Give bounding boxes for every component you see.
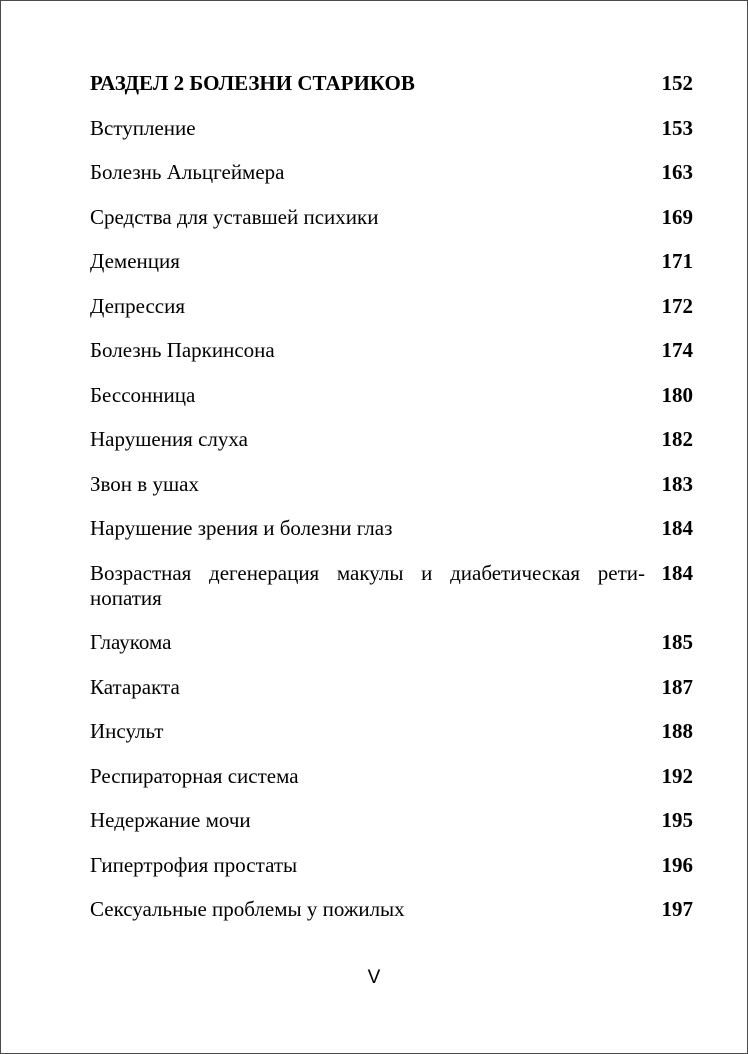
toc-entry [90, 675, 693, 700]
toc-entry [90, 897, 693, 922]
toc-entry-page: 182 [661, 427, 693, 451]
toc-entry [90, 427, 693, 452]
toc-entry [90, 383, 693, 408]
toc-entry-page: 169 [661, 204, 693, 229]
toc-entry-page: 197 [661, 897, 693, 921]
toc-entry-page: 172 [661, 293, 693, 318]
toc-entry [90, 853, 693, 878]
toc-entry [90, 630, 693, 655]
toc-entry-title: Средства для уставшей психики [90, 204, 379, 229]
toc-entry-page: 171 [661, 249, 693, 273]
toc-entry [90, 472, 693, 497]
toc-entry-page: 153 [661, 115, 693, 140]
toc-entry [90, 808, 693, 833]
toc-entry-multiline [90, 561, 693, 611]
toc-section-title: РАЗДЕЛ 2 БОЛЕЗНИ СТАРИКОВ [90, 71, 415, 95]
page-number-folio: V [367, 967, 381, 988]
toc-section-page: 152 [661, 71, 693, 95]
toc-entry-title: Деменция [90, 249, 180, 273]
toc-entry [90, 764, 693, 789]
toc-entry [90, 249, 693, 274]
toc-entry-page: 185 [661, 630, 693, 654]
toc-entry [90, 205, 693, 230]
toc-entry-title: Звон в ушах [90, 471, 199, 496]
toc-entry-page: 196 [661, 852, 693, 877]
toc-entry-page: 195 [661, 808, 693, 832]
toc-entry-page: 187 [661, 674, 693, 699]
toc-entry-title: Катаракта [90, 674, 180, 699]
toc-entry-page: 183 [661, 471, 693, 496]
toc-section-heading [90, 71, 693, 96]
toc-entry [90, 338, 693, 363]
toc-entry-page: 174 [661, 338, 693, 362]
toc-entry-page: 163 [661, 160, 693, 184]
toc-entry-page: 192 [661, 763, 693, 788]
toc-entry-page: 184 [661, 560, 693, 585]
toc-entry [90, 160, 693, 185]
toc-entry-title: Депрессия [90, 293, 186, 318]
toc-entry-title: Болезнь Альцгеймера [90, 160, 285, 184]
toc-entry [90, 719, 693, 744]
toc-entry-title: Нарушение зрения и болезни глаз [90, 516, 393, 540]
toc-entry-title: Нарушения слуха [90, 427, 248, 451]
toc-entry-page: 184 [661, 516, 693, 540]
toc-entry-title: Глаукома [90, 630, 172, 654]
toc-entry [90, 116, 693, 141]
toc-entry-title: Респираторная система [90, 763, 299, 788]
toc-entry-title: Возрастная дегенерация макулы и диабетическая рети-нопатия [90, 560, 645, 610]
toc-entry-page: 180 [661, 382, 693, 407]
table-of-contents [90, 71, 693, 942]
toc-entry-title: Недержание мочи [90, 808, 251, 832]
toc-entry-title: Гипертрофия простаты [90, 852, 298, 877]
toc-entry [90, 516, 693, 541]
toc-entry [90, 294, 693, 319]
toc-entry-title: Болезнь Паркинсона [90, 338, 275, 362]
toc-entry-title: Сексуальные проблемы у пожилых [90, 897, 405, 921]
toc-entry-title: Инсульт [90, 719, 164, 743]
toc-entry-title: Бессонница [90, 382, 196, 407]
toc-entry-page: 188 [661, 719, 693, 743]
toc-entry-title: Вступление [90, 115, 196, 140]
